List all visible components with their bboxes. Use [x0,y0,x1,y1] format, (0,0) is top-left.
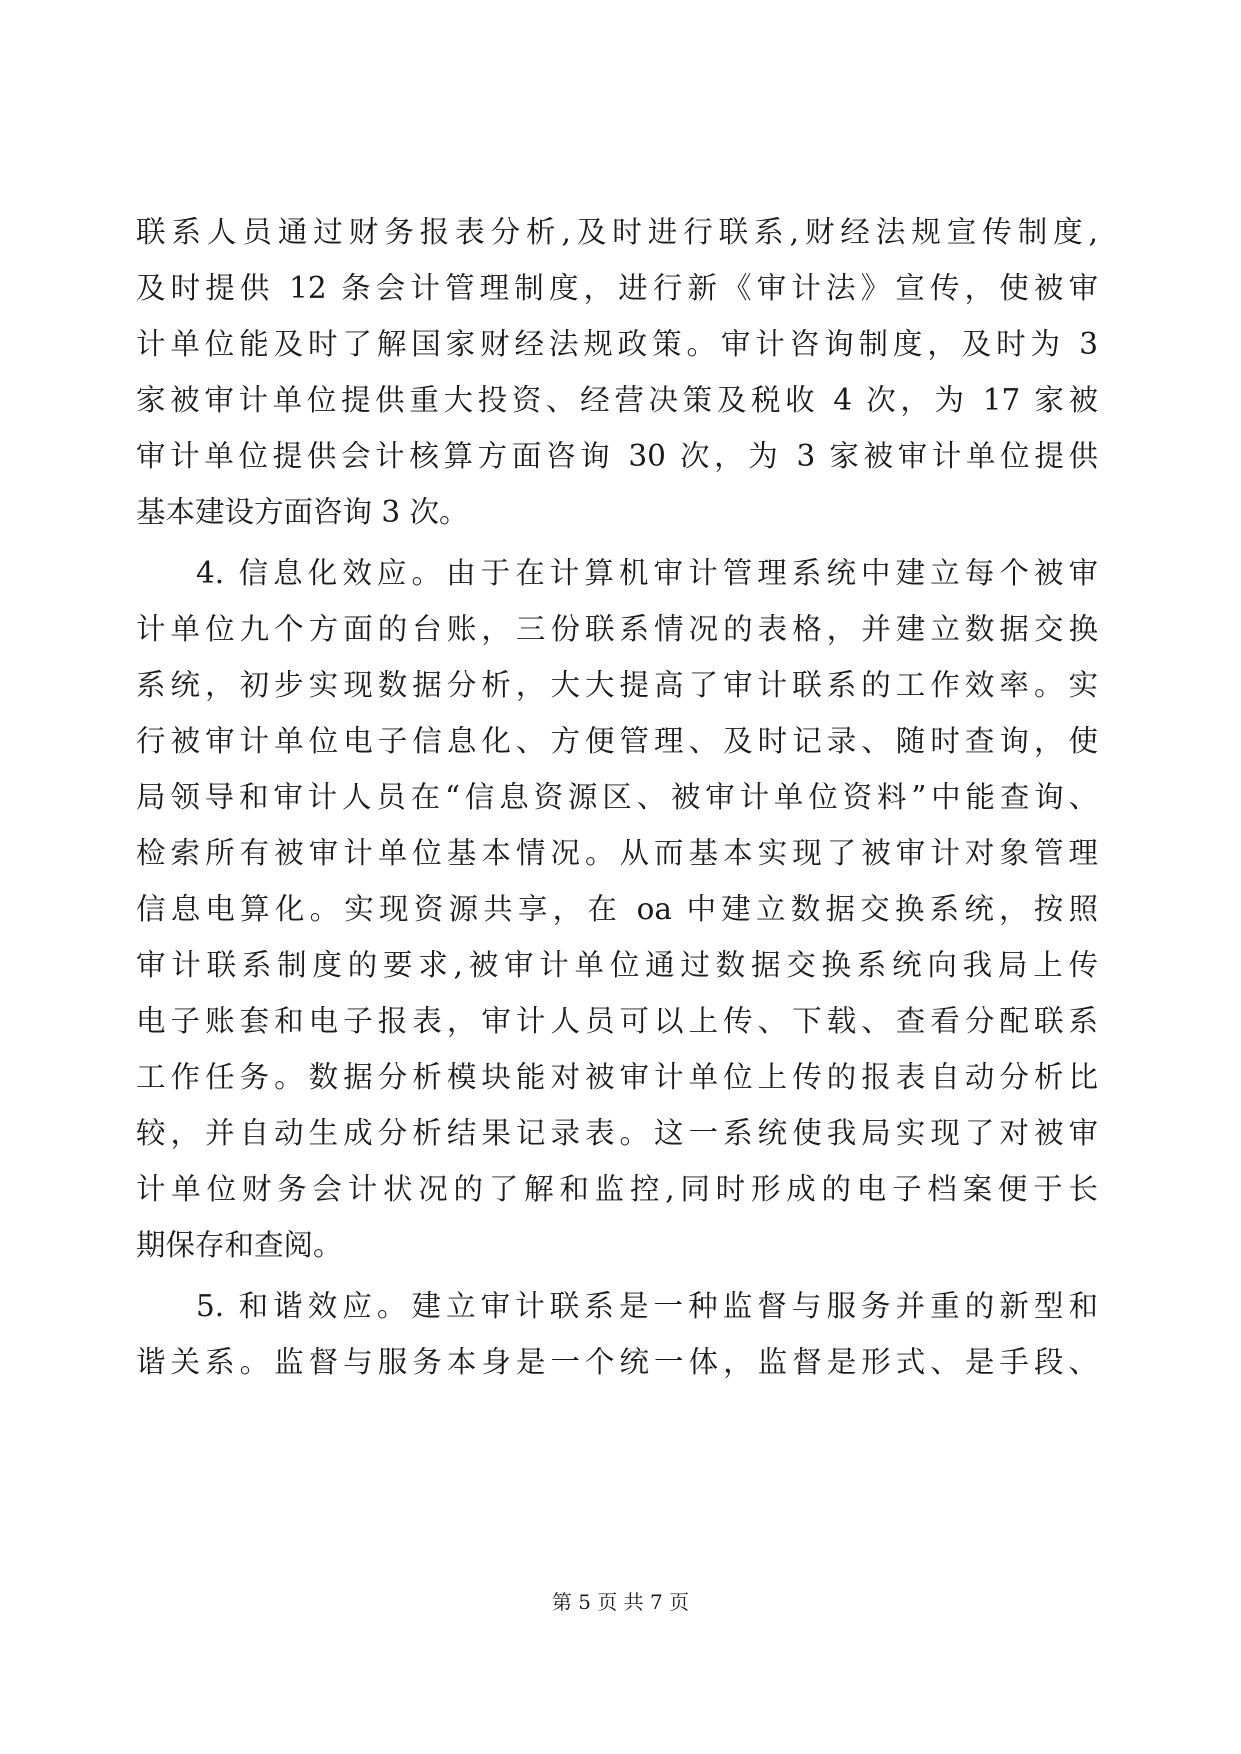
page-number-footer: 第 5 页 共 7 页 [551,1590,690,1614]
body-text-line: 审计联系制度的要求,被审计单位通过数据交换系统向我局上传 [136,948,1098,982]
body-text-line: 谐关系。监督与服务本身是一个统一体，监督是形式、是手段、 [136,1345,1098,1379]
paragraph-heading-5: 5. 和谐效应。建立审计联系是一种监督与服务并重的新型和 [196,1289,1098,1323]
body-text-line: 联系人员通过财务报表分析,及时进行联系,财经法规宣传制度, [136,215,1098,249]
body-text-line: 检索所有被审计单位基本情况。从而基本实现了被审计对象管理 [136,836,1098,870]
body-text-line: 审计单位提供会计核算方面咨询 30 次，为 3 家被审计单位提供 [136,439,1098,473]
body-text-line: 计单位九个方面的台账，三份联系情况的表格，并建立数据交换 [136,612,1098,646]
body-text-line: 计单位能及时了解国家财经法规政策。审计咨询制度，及时为 3 [136,327,1098,361]
body-text-line: 基本建设方面咨询 3 次。 [136,495,469,529]
body-text-line: 期保存和查阅。 [136,1228,343,1262]
body-text-line: 系统，初步实现数据分析，大大提高了审计联系的工作效率。实 [136,668,1098,702]
body-text-line: 家被审计单位提供重大投资、经营决策及税收 4 次，为 17 家被 [136,383,1098,417]
body-text-line: 行被审计单位电子信息化、方便管理、及时记录、随时查询，使 [136,724,1098,758]
body-text-line: 局领导和审计人员在“信息资源区、被审计单位资料”中能查询、 [136,780,1098,814]
paragraph-heading-4: 4. 信息化效应。由于在计算机审计管理系统中建立每个被审 [196,556,1098,590]
body-text-line: 工作任务。数据分析模块能对被审计单位上传的报表自动分析比 [136,1060,1098,1094]
body-text-line: 计单位财务会计状况的了解和监控,同时形成的电子档案便于长 [136,1172,1098,1206]
body-text-line: 及时提供 12 条会计管理制度，进行新《审计法》宣传，使被审 [136,271,1098,305]
body-text-line: 较，并自动生成分析结果记录表。这一系统使我局实现了对被审 [136,1116,1098,1150]
body-text-line: 电子账套和电子报表，审计人员可以上传、下载、查看分配联系 [136,1004,1098,1038]
body-text-line: 信息电算化。实现资源共享，在 oa 中建立数据交换系统，按照 [136,892,1098,926]
